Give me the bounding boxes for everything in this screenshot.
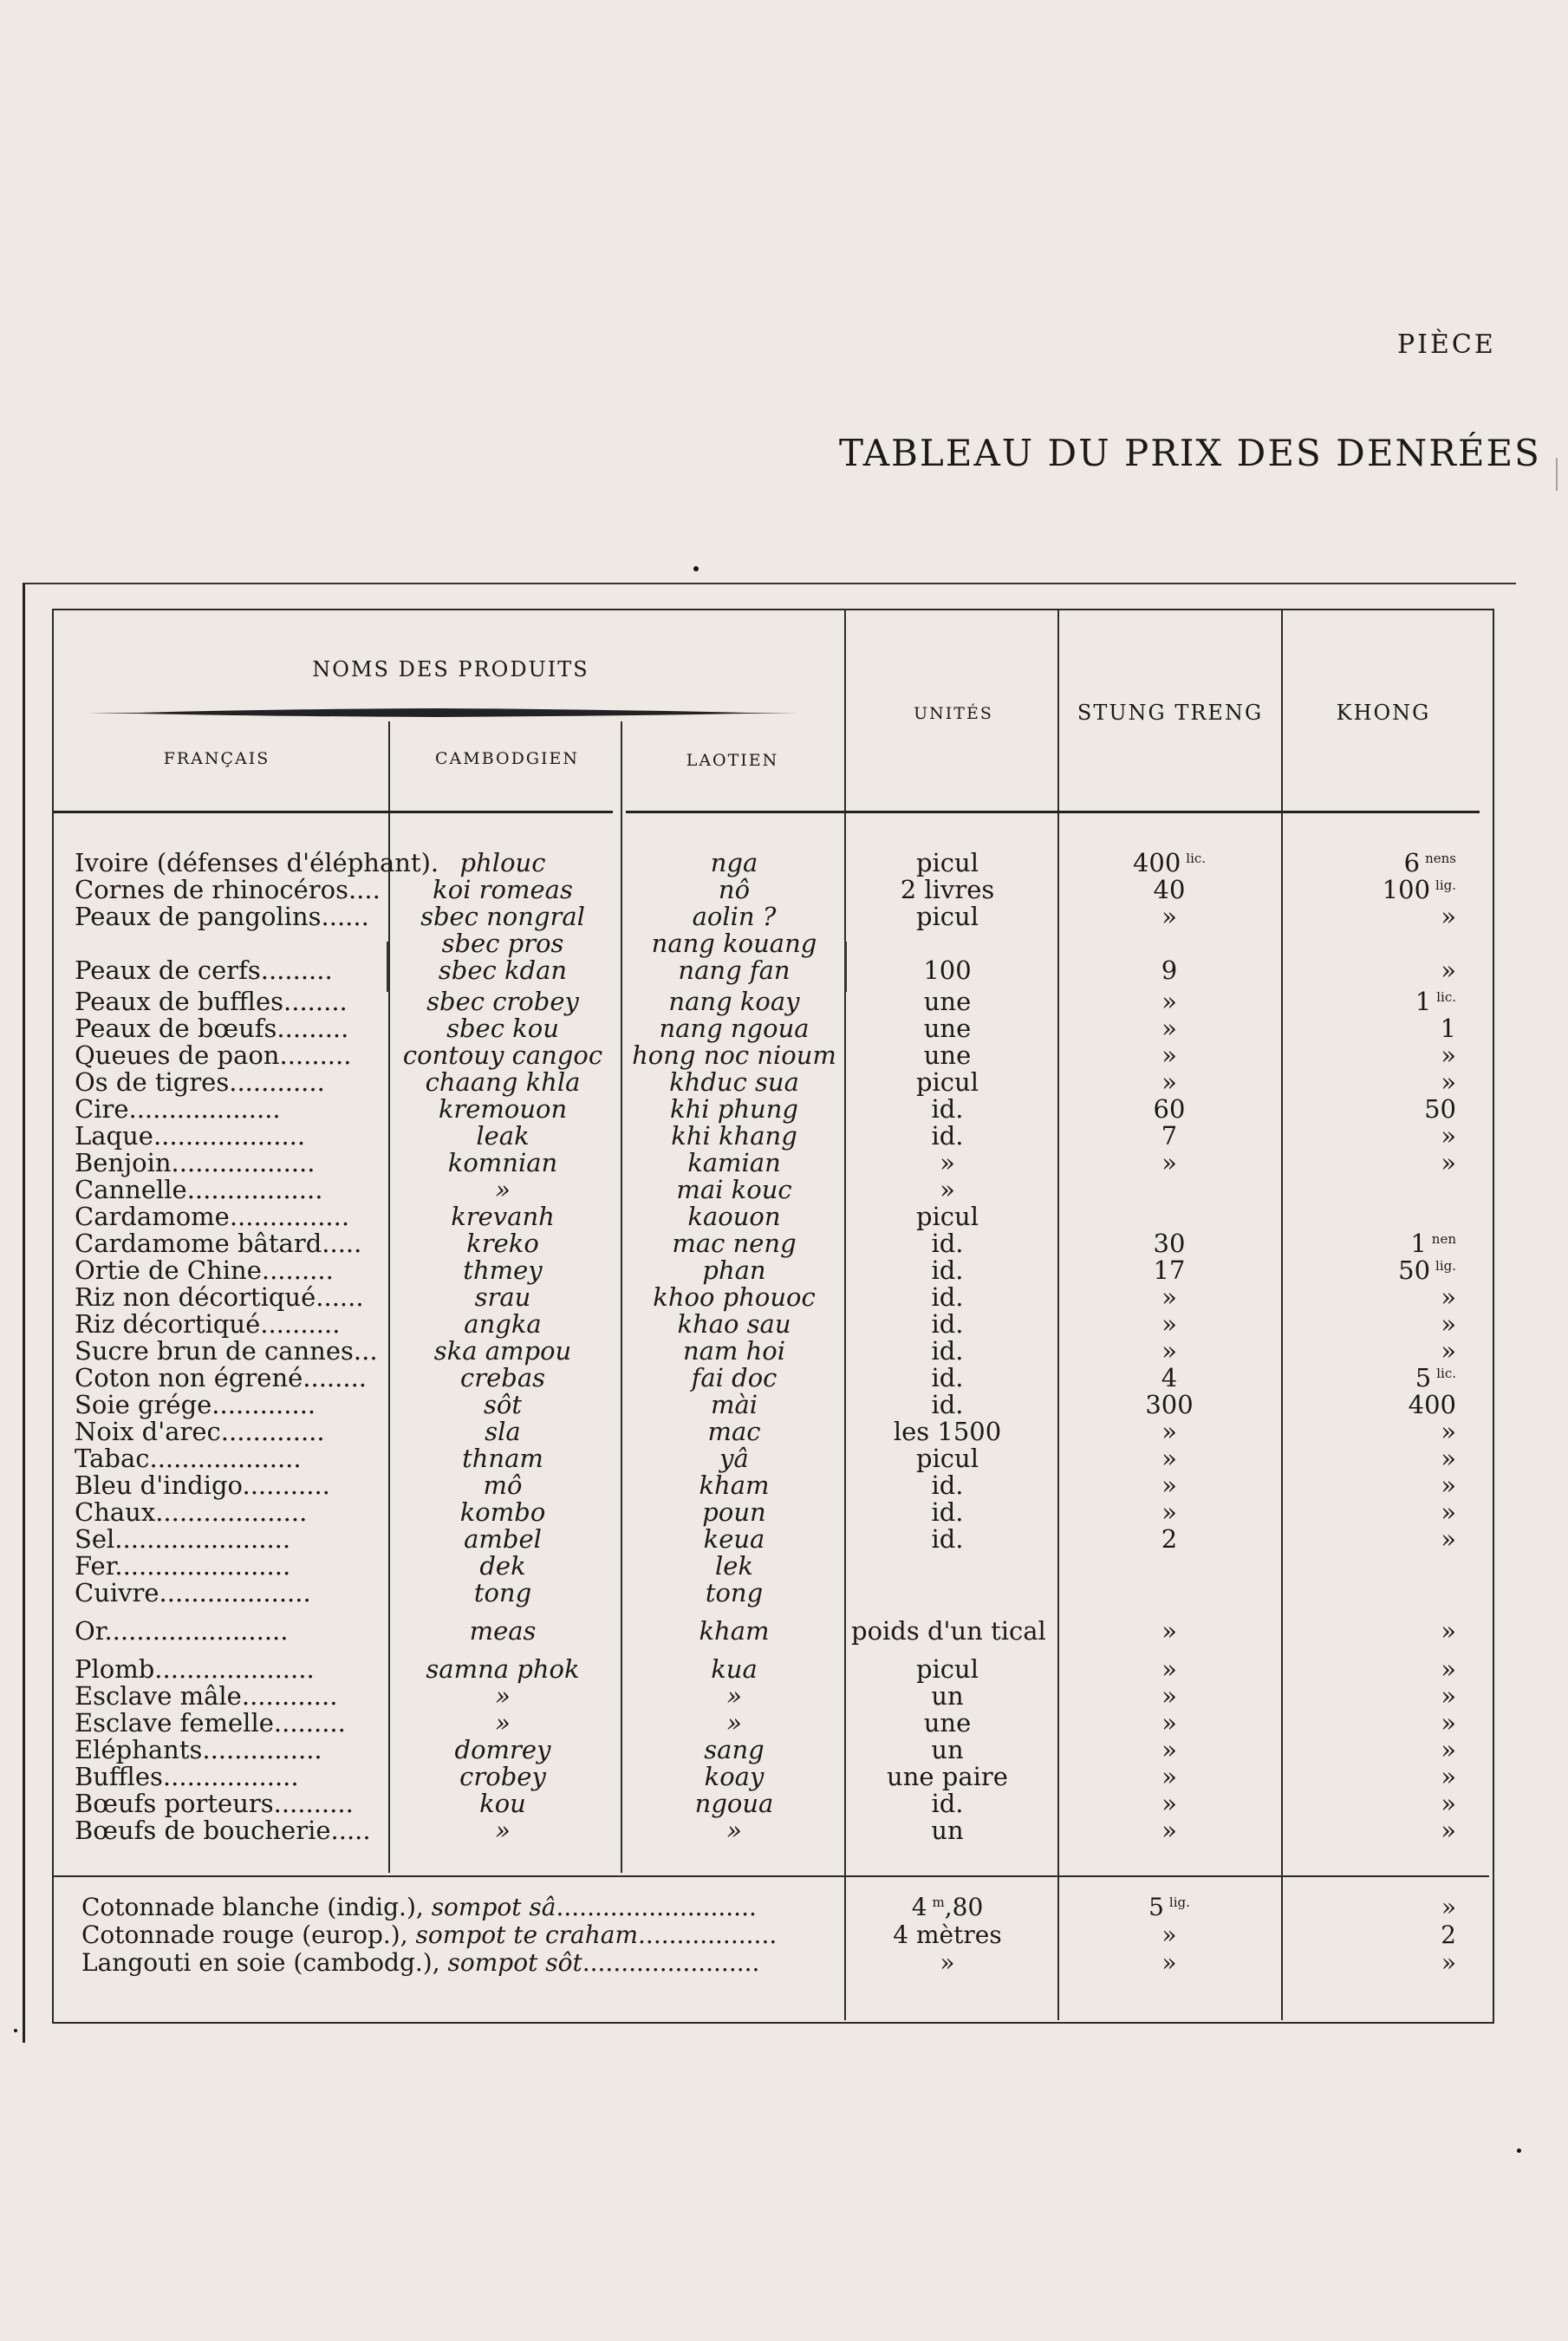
table-row [0,1656,1566,1683]
ink-dot [1517,2149,1521,2153]
cell-laotien: tong [705,1578,764,1607]
header-bottom-rule [54,811,613,813]
cell-unite: id. [931,1470,964,1500]
cell-stung-treng: 30 [1153,1229,1186,1258]
cell-laotien: kham [699,1470,770,1500]
cell-stung-treng: » [1161,1497,1177,1527]
description-text: Cotonnade blanche (indig.), [81,1893,432,1921]
cell-cambodgien: sbec crobey [426,987,579,1016]
cell-unite: id. [931,1789,964,1818]
cell-cambodgien: angka [464,1309,542,1339]
cell-cambodgien: contouy cangoc [402,1040,603,1070]
cell-laotien: nga [710,848,758,877]
footer-row [0,1894,1566,1921]
cell-cambodgien: sbec kdan [438,955,568,985]
cell-laotien: mai kouc [676,1175,792,1204]
cell-stung-treng: 5 $^{lig.}$ [1148,1893,1190,1921]
cell-stung-treng: » [1161,902,1177,931]
cell-stung-treng: » [1161,1040,1177,1070]
table-row [0,1499,1566,1526]
table-row [0,1526,1566,1553]
header-bottom-rule [626,811,1480,813]
cell-stung-treng: 60 [1153,1094,1186,1124]
cell-laotien: fai doc [691,1363,777,1392]
table-row [0,1365,1566,1392]
ink-dot [693,566,699,571]
cell-khong: » [1441,1470,1456,1500]
cell-unite: picul [915,1202,979,1231]
cell-cambodgien: sbec nongral [420,902,585,931]
cell-khong-unit: lic. [1436,1366,1456,1381]
cell-cambodgien: komnian [447,1148,558,1177]
header-noms-des-produits: NOMS DES PRODUITS [312,657,589,681]
cell-stung-treng: 40 [1153,875,1186,904]
cell-khong-unit: lig. [1435,877,1456,893]
cell-unite: picul [915,1444,979,1473]
table-row [0,1069,1566,1096]
cell-laotien: aolin ? [692,902,777,931]
table-row [0,930,1566,957]
cell-unite: un [931,1681,964,1711]
cell-francais: Cardamome bâtard..... [75,1229,362,1258]
cell-cambodgien: domrey [454,1735,551,1764]
cell-unite: » [940,1948,955,1977]
table-row [0,1311,1566,1338]
cell-laotien: » [726,1816,742,1845]
cell-laotien: kham [699,1616,770,1646]
cell-laotien: keua [703,1524,765,1554]
cell-laotien: khi phung [670,1094,798,1124]
header-francais: FRANÇAIS [163,749,270,768]
description-leader: .......................... [556,1893,757,1921]
table-row [0,903,1566,930]
cell-laotien: kamian [687,1148,781,1177]
cell-cambodgien: phlouc [459,848,546,877]
cell-unite: 4 $^m$,80 [911,1893,984,1921]
cell-khong-unit: nen [1431,1231,1456,1247]
cell-description [81,1894,818,1921]
cell-unite: 2 livres [900,875,995,904]
page-title: TABLEAU DU PRIX DES DENRÉES [839,432,1541,474]
cell-unite: un [931,1816,964,1845]
cell-cambodgien: tong [473,1578,532,1607]
table-row [0,1737,1566,1764]
cell-francais: Sel...................... [75,1524,291,1554]
table-row [0,1042,1566,1069]
cell-francais: Chaux................... [75,1497,308,1527]
cell-cambodgien: sôt [484,1390,522,1419]
cell-francais: Benjoin.................. [75,1148,316,1177]
cell-unite: id. [931,1229,964,1258]
cell-francais: Bleu d'indigo........... [75,1470,330,1500]
cell-khong: » [1441,1148,1456,1177]
cell-stung-treng: » [1161,1014,1177,1043]
cell-unite: une [923,1014,972,1043]
cell-stung-treng: » [1161,1920,1177,1949]
cell-stung-treng: 400 $^{lic.}$ [1132,848,1207,877]
cell-unite: id. [931,1390,964,1419]
cell-cambodgien: dek [479,1551,526,1581]
cell-unite: id. [931,1497,964,1527]
cell-stung-treng: » [1161,1948,1177,1977]
cell-cambodgien: srau [474,1282,531,1312]
table-row [0,1392,1566,1418]
swash-rule [87,708,797,718]
ink-dot [14,2029,17,2032]
cell-khong: » [1441,955,1456,985]
cell-khong: » [1441,1708,1456,1738]
cell-laotien: nang fan [678,955,791,985]
cell-cambodgien: crobey [459,1762,546,1791]
table-row [0,1618,1566,1645]
cell-cambodgien: koi romeas [433,875,573,904]
cell-description [81,1921,818,1949]
cell-unite: » [940,1175,955,1204]
header-khong: KHONG [1336,701,1431,725]
cell-stung-treng: 7 [1161,1121,1178,1151]
cell-unite: id. [931,1121,964,1151]
cell-cambodgien: » [495,1816,511,1845]
cell-stung-treng: » [1161,1444,1177,1473]
header-stung-treng: STUNG TRENG [1077,701,1264,725]
cell-stung-treng: » [1161,1762,1177,1791]
cell-stung-treng: » [1161,1336,1177,1366]
cell-khong-unit: lig. [1435,1258,1456,1274]
table-row [0,1445,1566,1472]
cell-laotien: nang ngoua [659,1014,810,1043]
cell-francais: Sucre brun de cannes... [75,1336,378,1366]
cell-unite: une [923,1708,972,1738]
table-row [0,1817,1566,1844]
cell-laotien: mac neng [672,1229,797,1258]
cell-stung-treng-unit: lig. [1168,1894,1190,1910]
cell-laotien: koay [704,1762,764,1791]
cell-cambodgien: meas [469,1616,537,1646]
cell-laotien: lek [714,1551,753,1581]
cell-cambodgien: krevanh [451,1202,555,1231]
cell-laotien: khduc sua [669,1067,799,1097]
table-row [0,1418,1566,1445]
cell-khong: 400 [1408,1390,1456,1419]
cell-unite: une [923,987,972,1016]
cell-khong: » [1441,902,1456,931]
cell-francais: Peaux de cerfs......... [75,955,333,985]
cell-khong: » [1441,1282,1456,1312]
cell-khong: 5 $^{lic.}$ [1415,1363,1456,1392]
cell-stung-treng: » [1161,1282,1177,1312]
cell-laotien: kua [711,1654,758,1684]
table-row [0,1123,1566,1150]
cell-unite: une [923,1040,972,1070]
cell-khong: 1 $^{lic.}$ [1415,987,1456,1016]
cell-khong: » [1441,1336,1456,1366]
cell-cambodgien: ska ampou [433,1336,572,1366]
cell-cambodgien: sla [485,1417,521,1446]
cell-francais: Ortie de Chine......... [75,1255,334,1285]
cell-unite: id. [931,1309,964,1339]
edge-mark [1556,458,1568,491]
cell-stung-treng: 300 [1145,1390,1194,1419]
cell-francais: Plomb.................... [75,1654,315,1684]
cell-laotien: yâ [719,1444,749,1473]
cell-unite: 4 mètres [893,1920,1002,1949]
cell-khong: 1 [1440,1014,1456,1043]
cell-francais: Or....................... [75,1616,289,1646]
table-row [0,1580,1566,1607]
table-row [0,1177,1566,1203]
cell-unite: id. [931,1282,964,1312]
header-cambodgien: CAMBODGIEN [434,749,580,768]
cell-francais: Bœufs de boucherie..... [75,1816,371,1845]
cell-stung-treng: 4 [1161,1363,1178,1392]
cell-francais: Os de tigres............ [75,1067,325,1097]
cell-stung-treng: » [1161,1816,1177,1845]
cell-francais: Coton non égrené........ [75,1363,368,1392]
cell-francais: Ivoire (défenses d'éléphant). [75,848,439,877]
cell-stung-treng: » [1161,1789,1177,1818]
cell-laotien: » [726,1681,742,1711]
cell-laotien: » [726,1708,742,1738]
cell-stung-treng: 17 [1153,1255,1186,1285]
cell-laotien: khoo phouoc [653,1282,816,1312]
cell-laotien: khao sau [677,1309,791,1339]
table-row [0,1764,1566,1790]
cell-cambodgien: » [495,1175,511,1204]
table-row [0,1710,1566,1737]
cell-francais: Cardamome............... [75,1202,350,1231]
description-leader: ....................... [582,1948,760,1977]
table-row [0,850,1566,877]
cell-francais: Eléphants............... [75,1735,322,1764]
cell-stung-treng: » [1161,987,1177,1016]
cell-cambodgien: » [495,1708,511,1738]
cell-khong: » [1441,1789,1456,1818]
page-top-label: PIÈCE [1397,329,1496,360]
cell-khong: » [1441,1735,1456,1764]
cell-stung-treng: » [1161,1417,1177,1446]
table-row [0,1203,1566,1230]
cell-cambodgien: sbec pros [441,929,564,958]
header-laotien: LAOTIEN [686,751,779,770]
cell-laotien: ngoua [694,1789,774,1818]
cell-stung-treng: » [1161,1067,1177,1097]
cell-laotien: nam hoi [682,1336,786,1366]
description-italic: sompot te craham [415,1920,639,1949]
cell-unite: id. [931,1336,964,1366]
cell-francais: Cuivre................... [75,1578,311,1607]
description-italic: sompot sôt [447,1948,582,1977]
cell-laotien: khi khang [671,1121,797,1151]
cell-francais: Queues de paon......... [75,1040,352,1070]
cell-khong: » [1441,1654,1456,1684]
cell-francais: Peaux de pangolins...... [75,902,369,931]
cell-khong: » [1441,1067,1456,1097]
cell-francais: Peaux de buffles........ [75,987,348,1016]
cell-cambodgien: mô [483,1470,523,1500]
cell-khong: » [1441,1444,1456,1473]
cell-stung-treng: » [1161,1616,1177,1646]
cell-khong: » [1441,1762,1456,1791]
cell-unite: un [931,1735,964,1764]
table-row [0,1790,1566,1817]
table-row [0,1553,1566,1580]
cell-khong-unit: nens [1425,851,1456,866]
cell-unite: id. [931,1255,964,1285]
table-row [0,1015,1566,1042]
cell-laotien: poun [702,1497,766,1527]
cell-khong: » [1441,1040,1456,1070]
cell-francais: Cornes de rhinocéros.... [75,875,381,904]
cell-francais: Riz non décortiqué...... [75,1282,364,1312]
cell-unite: id. [931,1524,964,1554]
footer-row [0,1921,1566,1949]
cell-francais: Buffles................. [75,1762,299,1791]
cell-khong: » [1441,1524,1456,1554]
description-leader: .................. [638,1920,777,1949]
table-row [0,1257,1566,1284]
cell-laotien: nang kouang [651,929,817,958]
cell-stung-treng: » [1161,1654,1177,1684]
cell-laotien: mài [710,1390,758,1419]
table-row [0,1683,1566,1710]
cell-khong: 50 [1424,1094,1456,1124]
cell-unite: picul [915,1067,979,1097]
cell-francais: Esclave femelle......... [75,1708,346,1738]
cell-unite-sup: m [932,1894,945,1910]
table-row [0,1284,1566,1311]
cell-khong: » [1441,1616,1456,1646]
cell-unite: poids d'un tical [851,1616,1046,1646]
cell-khong: 1 $^{nen}$ [1410,1229,1456,1258]
cell-khong-unit: lic. [1436,989,1456,1005]
cell-unite: id. [931,1094,964,1124]
cell-cambodgien: thmey [463,1255,543,1285]
table-row [0,1230,1566,1257]
cell-unite: » [940,1148,955,1177]
cell-cambodgien: thnam [462,1444,543,1473]
table-row [0,1338,1566,1365]
cell-francais: Noix d'arec............. [75,1417,325,1446]
table-row [0,1150,1566,1177]
cell-stung-treng-unit: lic. [1186,851,1207,866]
cell-francais: Bœufs porteurs.......... [75,1789,354,1818]
cell-cambodgien: kou [479,1789,526,1818]
cell-francais: Cire................... [75,1094,281,1124]
cell-cambodgien: » [495,1681,511,1711]
cell-unite-tail: ,80 [944,1893,984,1921]
table-row [0,1472,1566,1499]
cell-francais: Tabac................... [75,1444,302,1473]
footer-row [0,1949,1566,1977]
cell-francais: Peaux de bœufs......... [75,1014,349,1043]
table-row [0,877,1566,903]
table-row [0,1096,1566,1123]
cell-unite: les 1500 [893,1417,1002,1446]
cell-stung-treng: 2 [1161,1524,1178,1554]
cell-stung-treng: » [1161,1470,1177,1500]
cell-khong: » [1441,1681,1456,1711]
cell-khong: 6 $^{nens}$ [1403,848,1456,877]
cell-stung-treng: » [1161,1735,1177,1764]
cell-unite: id. [931,1363,964,1392]
cell-khong: » [1441,1948,1456,1977]
cell-francais: Cannelle................. [75,1175,323,1204]
table-row [0,957,1566,984]
cell-laotien: sang [704,1735,764,1764]
cell-khong: 2 [1441,1920,1456,1949]
cell-laotien: mac [707,1417,761,1446]
cell-laotien: kaouon [687,1202,781,1231]
cell-cambodgien: sbec kou [446,1014,559,1043]
cell-laotien: phan [702,1255,766,1285]
table-row [0,988,1566,1015]
cell-khong: » [1441,1893,1456,1921]
cell-cambodgien: kremouon [438,1094,568,1124]
cell-cambodgien: samna phok [426,1654,580,1684]
cell-unite: une paire [887,1762,1008,1791]
cell-khong: » [1441,1121,1456,1151]
cell-francais: Soie grége............. [75,1390,316,1419]
cell-cambodgien: kreko [466,1229,539,1258]
cell-francais: Fer...................... [75,1551,291,1581]
cell-khong: 50 $^{lig.}$ [1398,1255,1456,1285]
cell-cambodgien: leak [476,1121,530,1151]
cell-khong: » [1441,1309,1456,1339]
description-italic: sompot sâ [431,1893,556,1921]
cell-khong: » [1441,1417,1456,1446]
cell-francais: Esclave mâle............ [75,1681,338,1711]
header-unites: UNITÉS [914,704,993,723]
cell-unite: 100 [923,955,972,985]
cell-francais: Laque................... [75,1121,306,1151]
cell-stung-treng: » [1161,1148,1177,1177]
cell-laotien: nang koay [668,987,800,1016]
cell-unite: picul [915,902,979,931]
cell-francais: Riz décortiqué.......... [75,1309,341,1339]
cell-stung-treng: 9 [1161,955,1178,985]
cell-unite: picul [915,1654,979,1684]
cell-khong: 100 $^{lig.}$ [1382,875,1456,904]
cell-khong: » [1441,1497,1456,1527]
description-text: Langouti en soie (cambodg.), [81,1948,448,1977]
cell-cambodgien: kombo [459,1497,546,1527]
cell-stung-treng: » [1161,1681,1177,1711]
cell-laotien: hong noc nioum [632,1040,836,1070]
cell-stung-treng: » [1161,1708,1177,1738]
cell-khong: » [1441,1816,1456,1845]
description-text: Cotonnade rouge (europ.), [81,1920,416,1949]
cell-laotien: nô [718,875,751,904]
cell-unite: picul [915,848,979,877]
cell-cambodgien: crebas [459,1363,545,1392]
cell-cambodgien: chaang khla [425,1067,581,1097]
body-bottom-rule [54,1875,1489,1877]
cell-cambodgien: ambel [464,1524,542,1554]
cell-description [81,1949,818,1977]
cell-stung-treng: » [1161,1309,1177,1339]
